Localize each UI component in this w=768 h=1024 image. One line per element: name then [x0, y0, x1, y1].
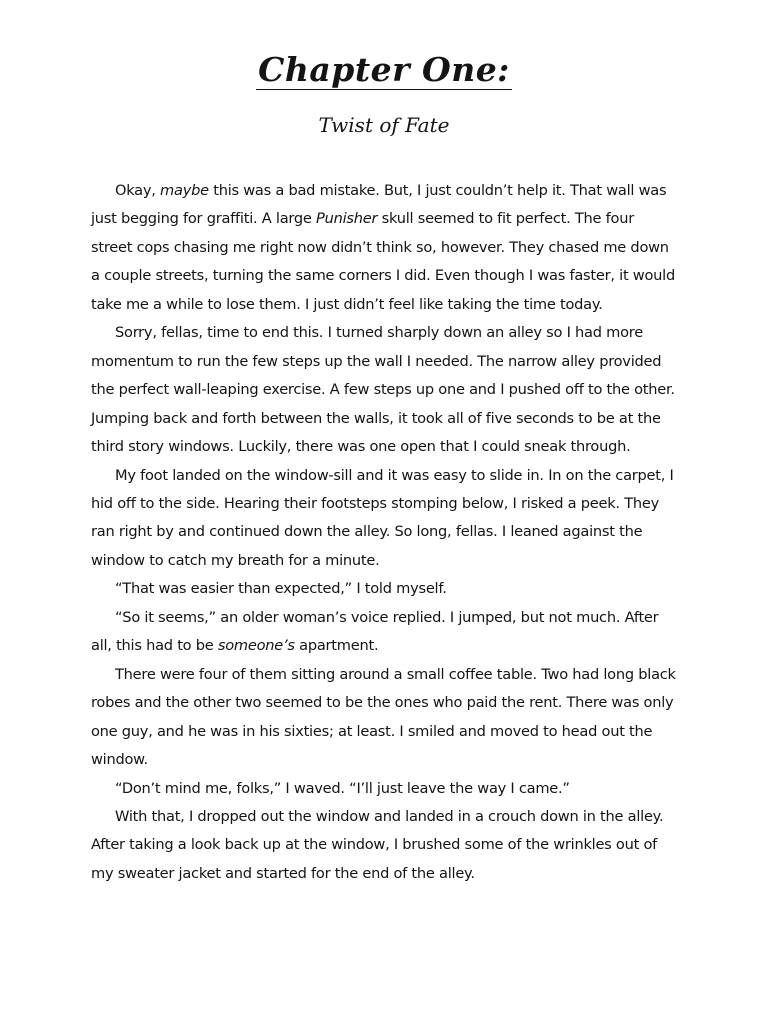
- chapter-body: [91, 177, 677, 888]
- paragraph: [91, 319, 677, 461]
- paragraph: [91, 604, 677, 661]
- italic-text: Punisher: [316, 210, 378, 228]
- chapter-title-text: Chapter One:: [258, 50, 510, 89]
- text-run: There were four of them sitting around a small coffee table. Two had long black robes and the other two seemed to be the ones who paid the rent. There was only one guy, and he was in his sixties; at least. I smiled and moved to head out the window.: [91, 665, 676, 769]
- text-run: this was a bad mistake. But, I just couldn’t help it. That wall was just begging for graffiti. A large: [91, 182, 667, 228]
- chapter-subtitle: Twist of Fate: [318, 113, 450, 137]
- text-run: apartment.: [294, 637, 379, 655]
- paragraph: [91, 661, 677, 775]
- chapter-title: [0, 52, 768, 90]
- paragraph: [91, 177, 677, 319]
- paragraph: [91, 462, 677, 576]
- text-run: With that, I dropped out the window and landed in a crouch down in the alley. After taking a look back up at the window, I brushed some of the wrinkles out of my sweater jacket and started for the end of the alley.: [91, 807, 664, 882]
- text-run: Okay,: [115, 182, 161, 199]
- text-run: My foot landed on the window-sill and it was easy to slide in. In on the carpet, I hid off to the side. Hearing their footsteps stomping below, I risked a peek. They ran right by and continued down the alley. So long, fellas. I leaned against the window to catch my breath for a minute.: [91, 466, 674, 569]
- italic-text: someone’s: [217, 637, 295, 655]
- text-run: “So it seems,” an older woman’s voice replied. I jumped, but not much. After all, this had to be: [91, 608, 659, 655]
- paragraph: [91, 803, 677, 888]
- paragraph: [91, 775, 677, 803]
- paragraph: [91, 575, 677, 603]
- text-run: Sorry, fellas, time to end this. I turned sharply down an alley so I had more momentum to run the few steps up the wall I needed. The narrow alley provided the perfect wall-leaping exercise. A few steps up one and I pushed off to the other. Jumping back and forth between the walls, it took all of five seconds to be at the third story windows. Luckily, there was one open that I could sneak through.: [91, 324, 675, 456]
- text-run: “Don’t mind me, folks,” I waved. “I’ll just leave the way I came.”: [115, 779, 570, 797]
- text-run: skull seemed to fit perfect. The four street cops chasing me right now didn’t think so, however. They chased me down a couple streets, turning the same corners I did. Even though I was faster, it would take me a while to lose them. I just didn’t feel like taking the time today.: [91, 210, 675, 313]
- italic-text: maybe: [160, 182, 209, 199]
- text-run: “That was easier than expected,” I told myself.: [115, 580, 447, 598]
